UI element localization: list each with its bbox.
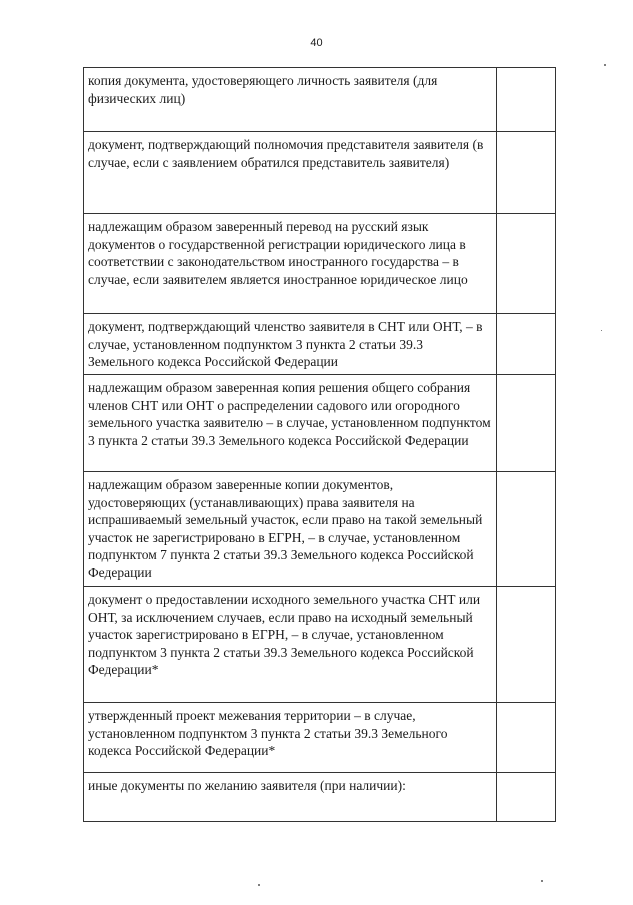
page-number: 40 (310, 37, 323, 49)
table-row (84, 68, 556, 132)
checkbox-cell[interactable] (497, 375, 556, 472)
table-row (84, 314, 556, 375)
checkbox-cell[interactable] (497, 132, 556, 214)
checkbox-cell[interactable] (497, 773, 556, 822)
checkbox-cell[interactable] (497, 214, 556, 314)
checkbox-cell[interactable] (497, 68, 556, 132)
document-description: надлежащим образом заверенные копии документов, удостоверяющих (устанавливающих) права заявителя на испрашиваемый земельный участок, если право на такой земельный участок не зарегистрировано в ЕГРН, – в случае, установленном подпунктом 7 пункта 2 статьи 39.3 Земельного кодекса Российской Федерации (84, 472, 497, 587)
table-row (84, 773, 556, 822)
scan-speck (604, 64, 606, 66)
table-row (84, 214, 556, 314)
checkbox-cell[interactable] (497, 472, 556, 587)
document-description: документ, подтверждающий членство заявителя в СНТ или ОНТ, – в случае, установленном подпунктом 3 пункта 2 статьи 39.3 Земельного кодекса Российской Федерации (84, 314, 497, 375)
document-description: надлежащим образом заверенный перевод на русский язык документов о государственной регистрации юридического лица в соответствии с законодательством иностранного государства – в случае, если заявителем является иностранное юридическое лицо (84, 214, 497, 314)
checkbox-cell[interactable] (497, 703, 556, 773)
scan-speck (601, 330, 602, 331)
table-row (84, 703, 556, 773)
document-description: утвержденный проект межевания территории – в случае, установленном подпунктом 3 пункта 2 статьи 39.3 Земельного кодекса Российской Федерации* (84, 703, 497, 773)
scan-speck (258, 884, 260, 886)
document-description: иные документы по желанию заявителя (при наличии): (84, 773, 497, 822)
documents-table (83, 67, 556, 822)
document-description: документ, подтверждающий полномочия представителя заявителя (в случае, если с заявлением обратился представитель заявителя) (84, 132, 497, 214)
document-description: копия документа, удостоверяющего личность заявителя (для физических лиц) (84, 68, 497, 132)
checkbox-cell[interactable] (497, 587, 556, 703)
document-description: документ о предоставлении исходного земельного участка СНТ или ОНТ, за исключением случаев, если право на исходный земельный участок зарегистрировано в ЕГРН, – в случае, установленном подпунктом 3 пункта 2 статьи 39.3 Земельного кодекса Российской Федерации* (84, 587, 497, 703)
table-row (84, 375, 556, 472)
checkbox-cell[interactable] (497, 314, 556, 375)
table-row (84, 472, 556, 587)
scan-speck (541, 880, 543, 882)
document-description: надлежащим образом заверенная копия решения общего собрания членов СНТ или ОНТ о распределении садового или огородного земельного участка заявителю – в случае, установленном подпунктом 3 пункта 2 статьи 39.3 Земельного кодекса Российской Федерации (84, 375, 497, 472)
table-row (84, 587, 556, 703)
table-row (84, 132, 556, 214)
